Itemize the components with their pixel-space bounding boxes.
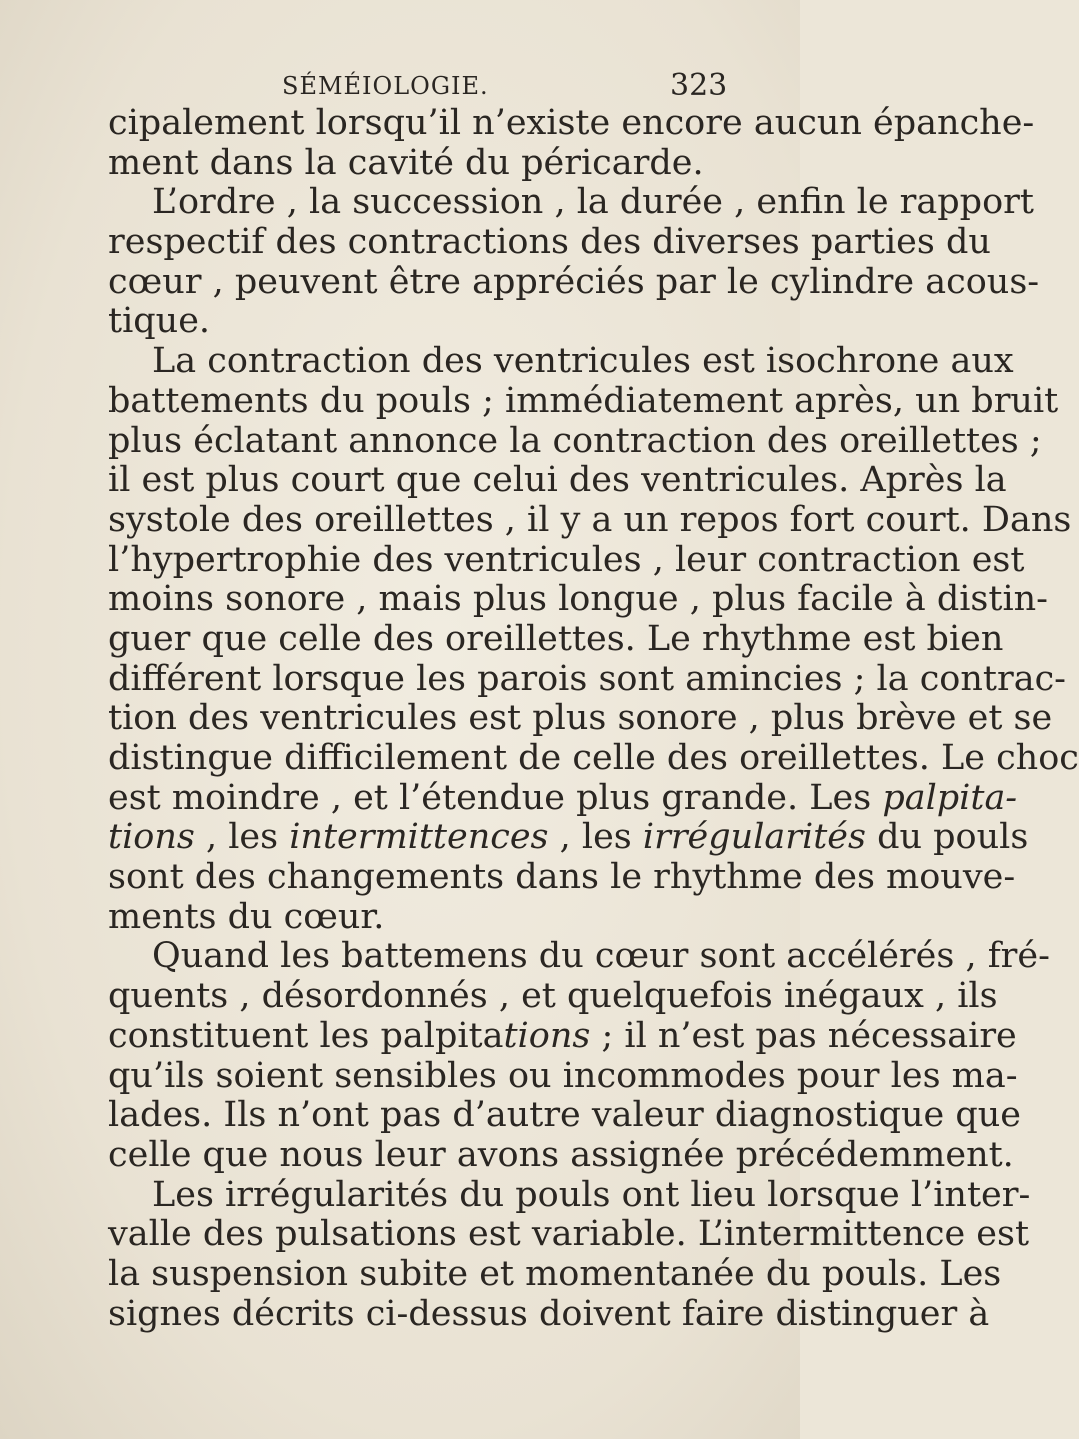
text-line: qu’ils soient sensibles ou incommodes pour les ma- — [108, 1055, 1018, 1096]
text-line: valle des pulsations est variable. L’intermittence est — [108, 1214, 1030, 1255]
text-line: sont des changements dans le rhythme des mouve- — [108, 857, 1016, 898]
text-line: ments du cœur. — [108, 896, 385, 937]
text-line: Les irrégularités du pouls ont lieu lorsque l’inter- — [152, 1174, 1031, 1215]
text-line: est moindre , et l’étendue plus grande. Les palpita- — [108, 777, 1018, 818]
running-title: SÉMÉIOLOGIE. — [282, 72, 489, 100]
text-line: L’ordre , la succession , la durée , enfin le rapport — [152, 182, 1034, 223]
text-line: respectif des contractions des diverses parties du — [108, 222, 991, 263]
text-line: moins sonore , mais plus longue , plus facile à distin- — [108, 579, 1049, 620]
text-line: quents , désordonnés , et quelquefois inégaux , ils — [108, 976, 998, 1017]
text-line: battements du pouls ; immédiatement après, un bruit — [108, 380, 1059, 421]
text-line: l’hypertrophie des ventricules , leur contraction est — [108, 539, 1025, 580]
text-line: plus éclatant annonce la contraction des oreillettes ; — [108, 420, 1042, 461]
text-line: il est plus court que celui des ventricules. Après la — [108, 460, 1007, 501]
text-line: guer que celle des oreillettes. Le rhythme est bien — [108, 618, 1004, 659]
text-line: lades. Ils n’ont pas d’autre valeur diagnostique que — [108, 1095, 1021, 1136]
text-line: cœur , peuvent être appréciés par le cylindre acous- — [108, 261, 1040, 302]
body-text — [108, 103, 1079, 1334]
text-line: cipalement lorsqu’il n’existe encore aucun épanche- — [108, 103, 1035, 143]
text-line: constituent les palpitations ; il n’est pas nécessaire — [108, 1015, 1017, 1056]
text-line: celle que nous leur avons assignée précédemment. — [108, 1134, 1014, 1175]
text-line: tions , les intermittences , les irrégularités du pouls — [108, 817, 1029, 858]
text-line: tique. — [108, 301, 211, 342]
text-line: ment dans la cavité du péricarde. — [108, 142, 704, 183]
page-number: 323 — [670, 68, 728, 103]
text-line: la suspension subite et momentanée du pouls. Les — [108, 1253, 1002, 1294]
text-line: La contraction des ventricules est isochrone aux — [152, 341, 1014, 382]
text-line: distingue difficilement de celle des oreillettes. Le choc — [108, 738, 1079, 778]
text-line: signes décrits ci-dessus doivent faire distinguer à — [108, 1293, 990, 1334]
text-line: différent lorsque les parois sont amincies ; la contrac- — [108, 658, 1067, 699]
text-line: systole des oreillettes , il y a un repos fort court. Dans — [108, 499, 1072, 540]
text-line: Quand les battemens du cœur sont accélérés , fré- — [152, 936, 1050, 977]
text-line: tion des ventricules est plus sonore , plus brève et se — [108, 698, 1053, 739]
page-header — [0, 66, 800, 106]
